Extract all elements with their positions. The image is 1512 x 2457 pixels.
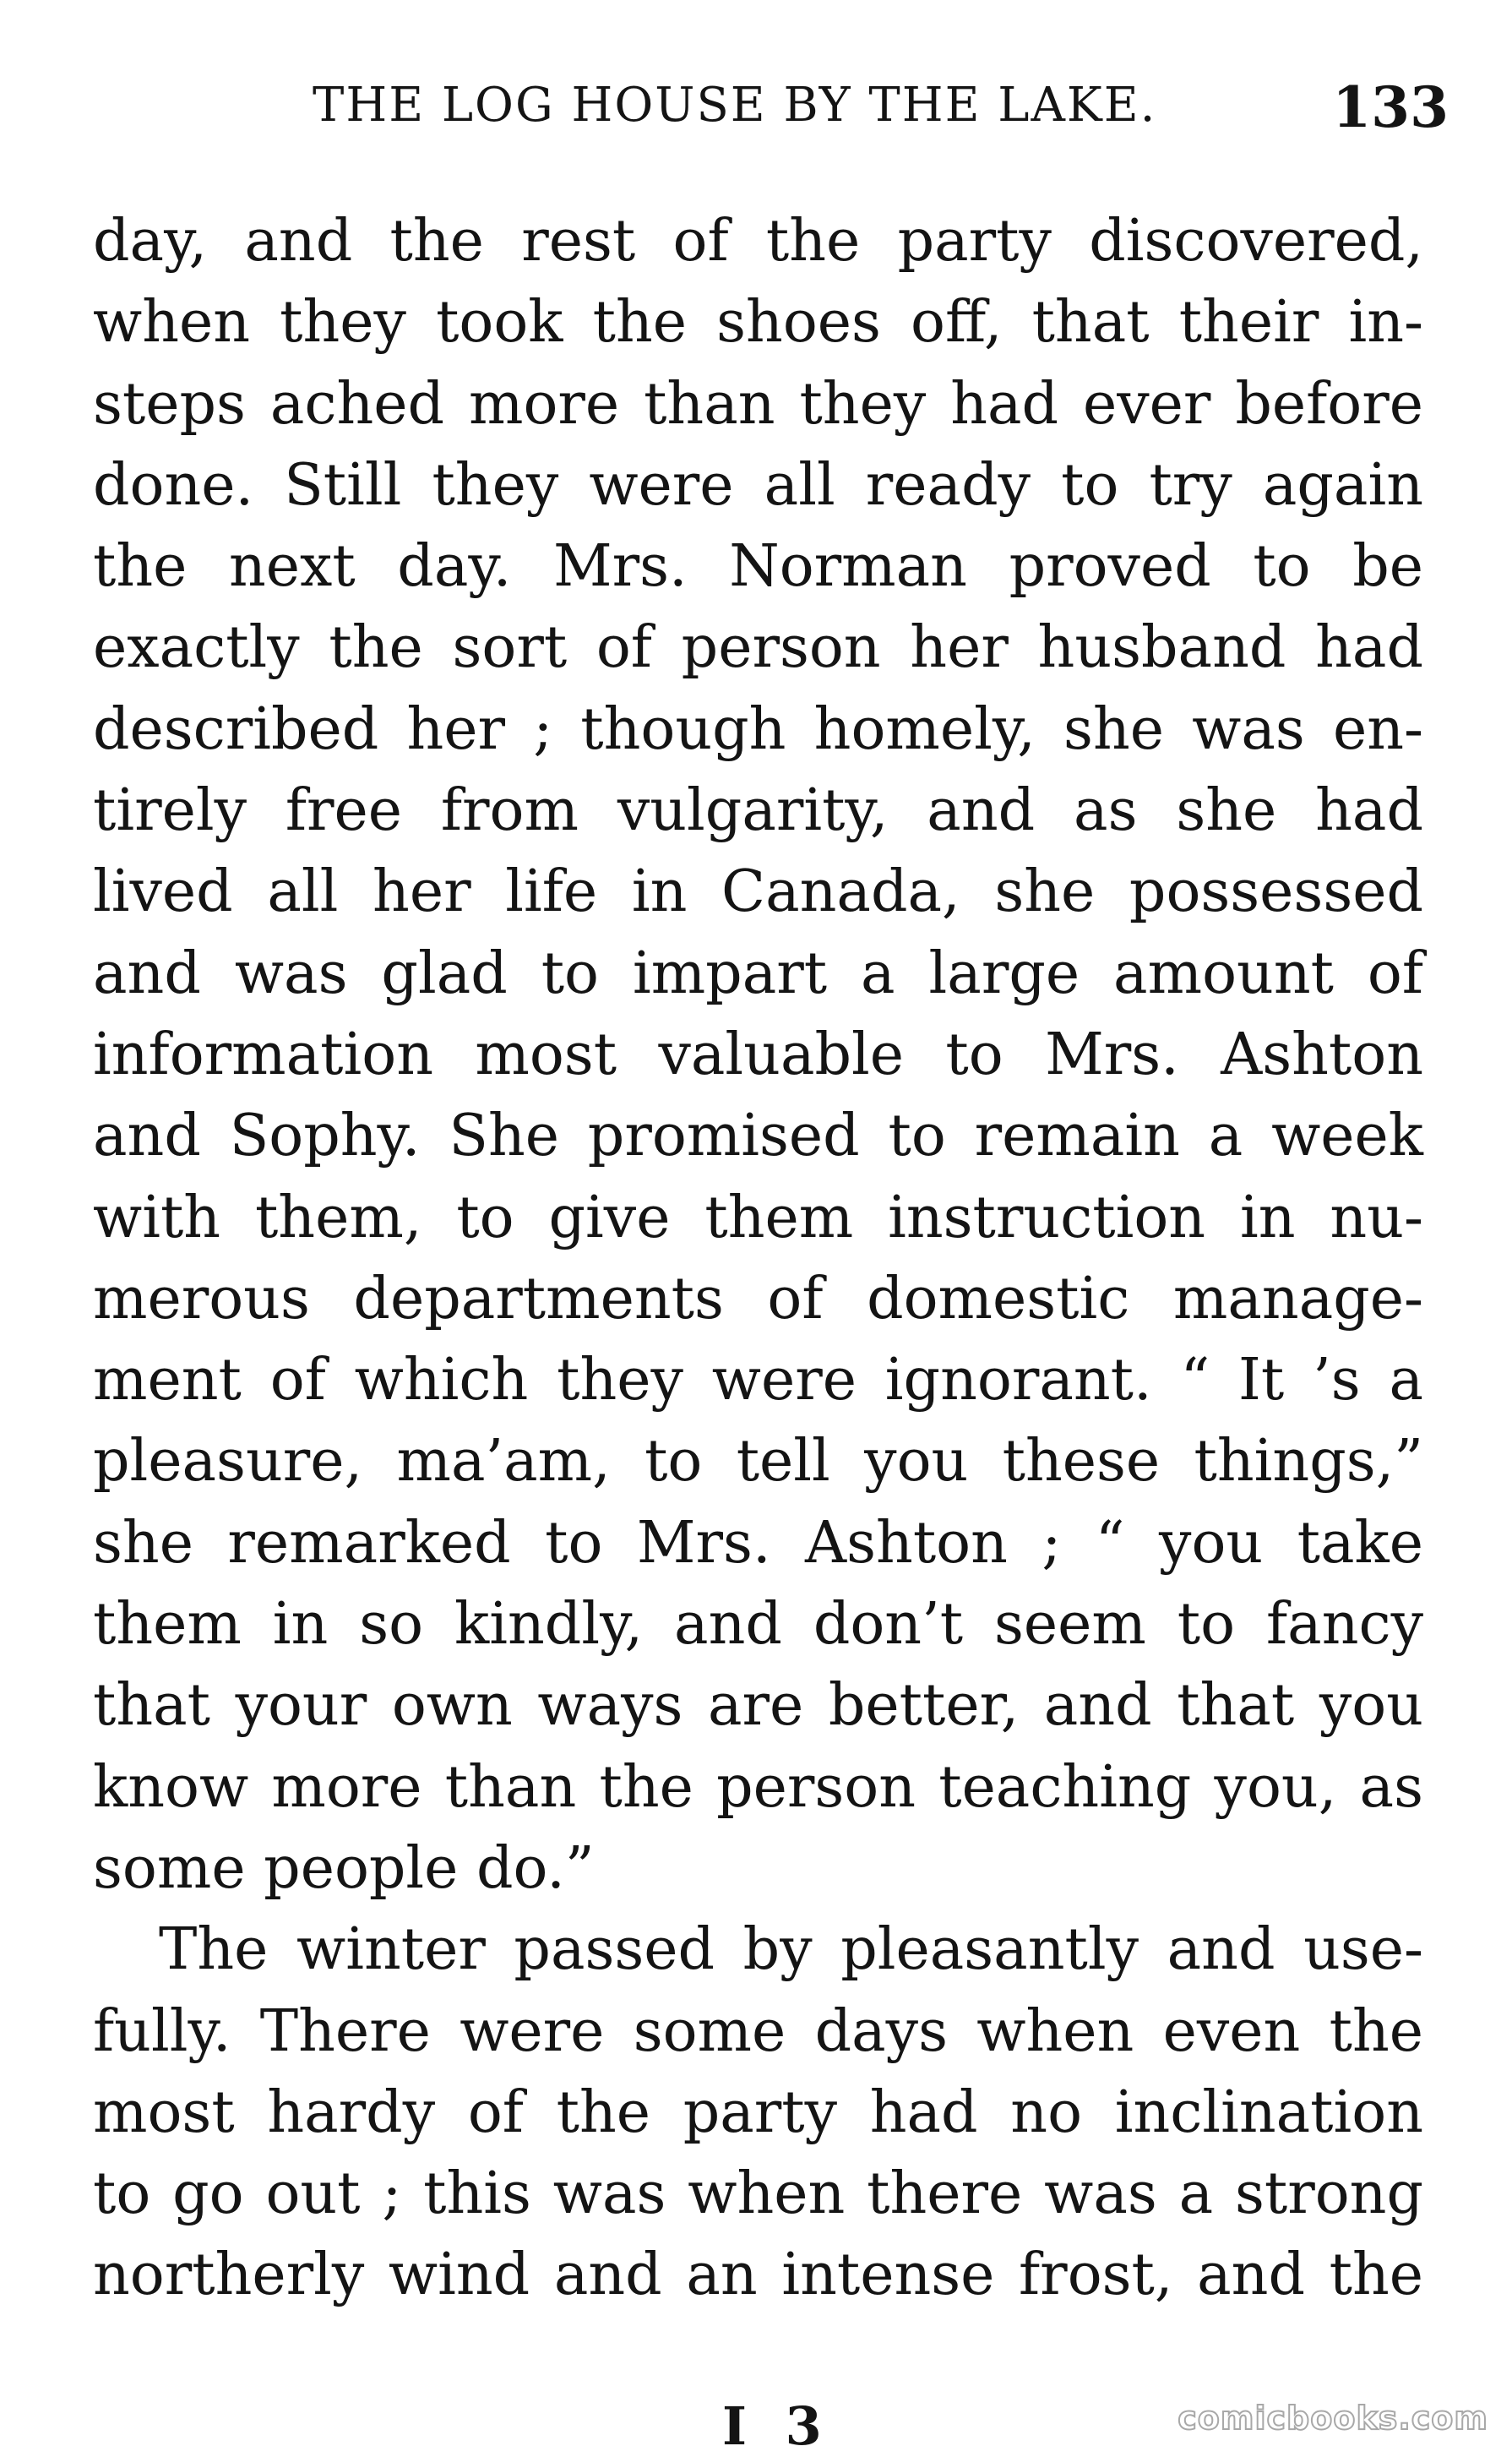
- text-line: and Sophy. She promised to remain a week: [93, 1103, 1423, 1170]
- text-line: she remarked to Mrs. Ashton ; “ you take: [93, 1509, 1423, 1577]
- text-line: described her ; though homely, she was en-: [93, 695, 1423, 763]
- text-line: ment of which they were ignorant. “ It ’s a: [93, 1347, 1423, 1414]
- text-line: the next day. Mrs. Norman proved to be: [93, 533, 1423, 601]
- text-line: to go out ; this was when there was a strong: [93, 2160, 1423, 2228]
- text-line: and was glad to impart a large amount of: [93, 940, 1423, 1007]
- text-line: information most valuable to Mrs. Ashton: [93, 1021, 1423, 1088]
- running-title: THE LOG HOUSE BY THE LAKE.: [313, 78, 1157, 133]
- page-number: 133: [1332, 74, 1449, 140]
- watermark: comicbooks.com: [1178, 2400, 1488, 2437]
- text-line: them in so kindly, and don’t seem to fancy: [93, 1591, 1423, 1659]
- paragraph-start-line: The winter passed by pleasantly and use-: [159, 1916, 1423, 1984]
- text-line: fully. There were some days when even the: [93, 1997, 1423, 2065]
- text-line: done. Still they were all ready to try again: [93, 451, 1423, 519]
- text-line: that your own ways are better, and that you: [93, 1672, 1423, 1740]
- text-line: tirely free from vulgarity, and as she had: [93, 777, 1423, 845]
- text-line: exactly the sort of person her husband had: [93, 614, 1423, 682]
- text-line: lived all her life in Canada, she possessed: [93, 858, 1423, 926]
- text-line: northerly wind and an intense frost, and the: [93, 2242, 1423, 2309]
- text-line: pleasure, ma’am, to tell you these things,”: [93, 1428, 1423, 1495]
- text-line: most hardy of the party had no inclination: [93, 2078, 1423, 2146]
- body-text: [93, 201, 1423, 2317]
- text-line: know more than the person teaching you, as: [93, 1753, 1423, 1821]
- text-line: when they took the shoes off, that their in-: [93, 289, 1423, 357]
- paragraph-end-line: some people do.”: [93, 1834, 595, 1902]
- signature-mark: I 3: [722, 2395, 832, 2457]
- text-line: day, and the rest of the party discovered,: [93, 208, 1423, 275]
- text-line: steps ached more than they had ever before: [93, 370, 1423, 438]
- text-line: merous departments of domestic manage-: [93, 1265, 1423, 1332]
- text-line: with them, to give them instruction in nu-: [93, 1184, 1423, 1251]
